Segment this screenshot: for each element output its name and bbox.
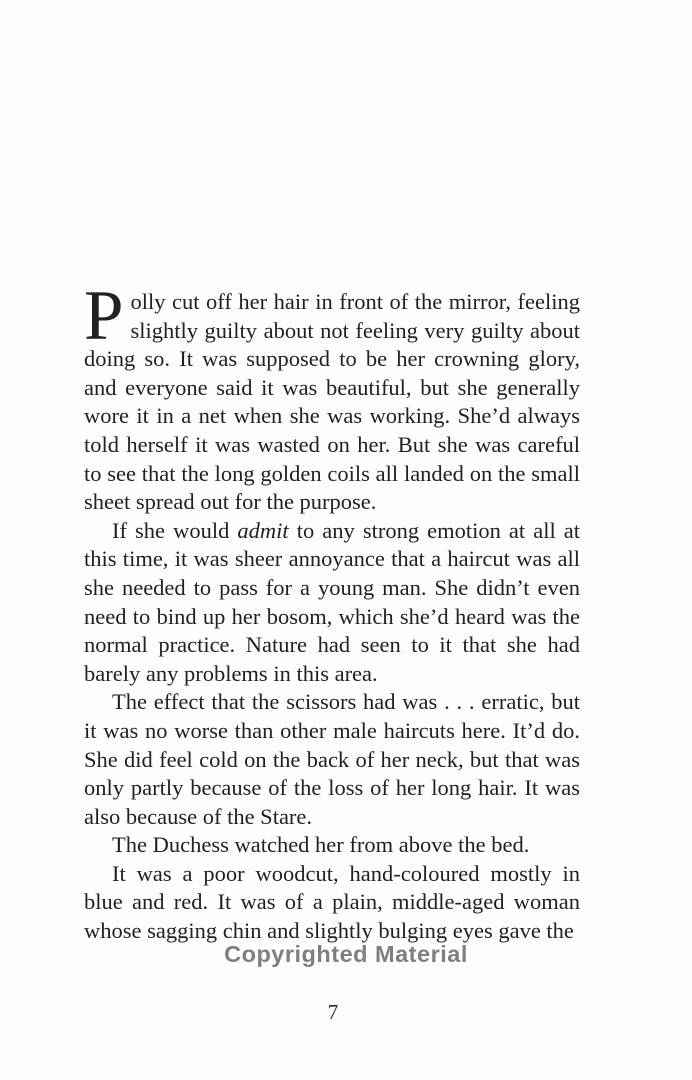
- copyright-watermark: Copyrighted Material: [224, 941, 468, 967]
- drop-cap: P: [84, 277, 124, 355]
- text-run: If she would: [112, 517, 238, 543]
- paragraph: [84, 831, 580, 860]
- text-run: olly cut off her hair in front of the mirror, feeling slightly guilty about not feeling very guilty about doing so. It was supposed to be her crowning glory, and everyone said it was beautiful, but she generally wore it in a net when she was working. She’d always told herself it was wasted on her. But she was careful to see that the long golden coils all landed on the small sheet spread out for the purpose.: [84, 289, 580, 515]
- paragraph: [84, 688, 580, 831]
- paragraph: [84, 517, 580, 689]
- body-text: [84, 277, 580, 946]
- italic-text: admit: [237, 517, 289, 543]
- text-run: The effect that the scissors had was . . . erratic, but it was no worse than other male haircuts here. It’d do. She did feel cold on the back of her neck, but that was only partly because of the loss of her long hair. It was also because of the Stare.: [84, 689, 580, 829]
- text-run: It was a poor woodcut, hand-coloured mostly in blue and red. It was of a plain, middle-aged woman whose sagging chin and slightly bulging eyes gave the: [84, 860, 580, 944]
- paragraph: [84, 860, 580, 946]
- text-run: to any strong emotion at all at this time, it was sheer annoyance that a haircut was all she needed to pass for a young man. She didn’t even need to bind up her bosom, which she’d heard was the normal practice. Nature had seen to it that she had barely any problems in this area.: [84, 517, 580, 686]
- page-number: 7: [327, 1000, 339, 1024]
- text-run: The Duchess watched her from above the bed.: [112, 832, 530, 858]
- paragraph: [84, 277, 580, 517]
